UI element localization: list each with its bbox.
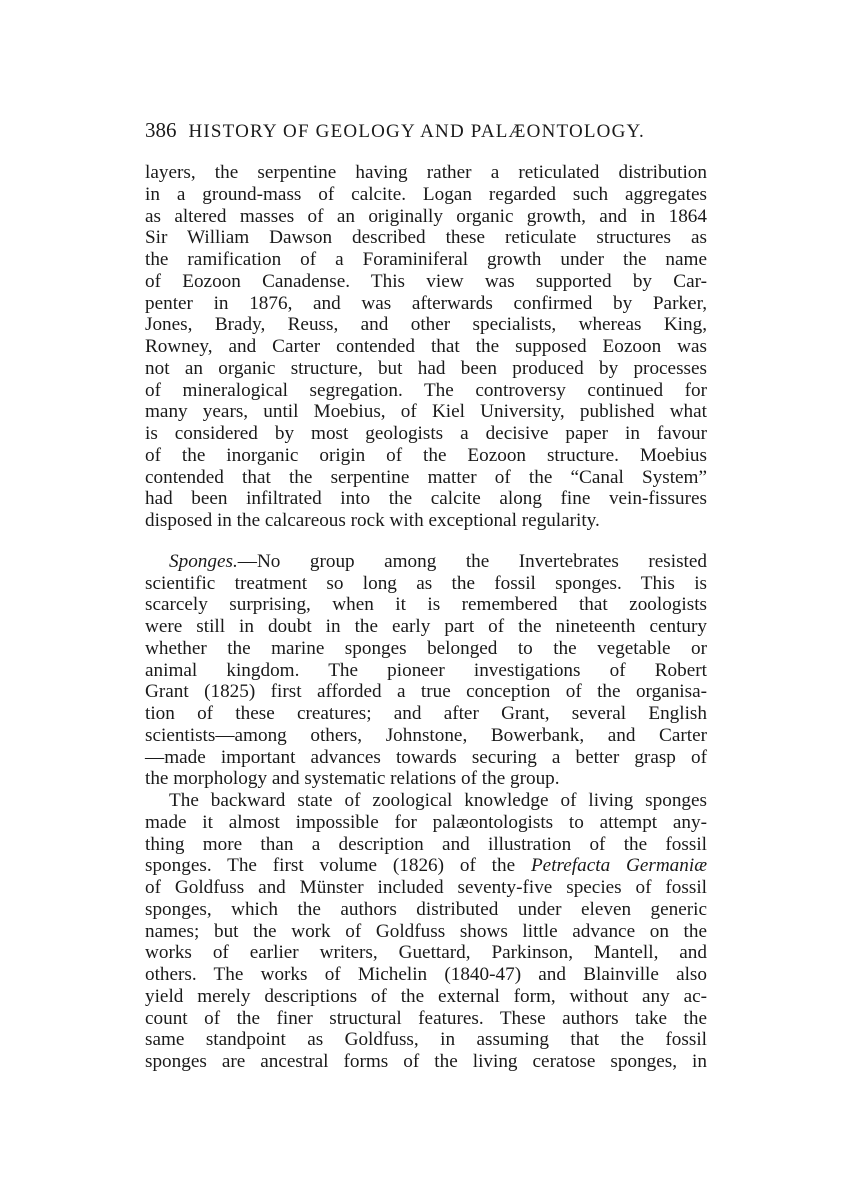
paragraph-eozoon bbox=[145, 162, 707, 532]
text-run: sponges. The first volume (1826) of the bbox=[145, 855, 531, 877]
text-line: animal kingdom. The pioneer investigations of Robert bbox=[145, 659, 707, 681]
text-run: —No group among the Invertebrates resisted bbox=[237, 550, 707, 572]
text-line: sponges, which the authors distributed under eleven generic bbox=[145, 898, 707, 920]
text-line: scarcely surprising, when it is remembered that zoologists bbox=[145, 594, 707, 616]
text-line: sponges are ancestral forms of the living ceratose sponges, in bbox=[145, 1051, 707, 1072]
text-line bbox=[145, 855, 707, 877]
paragraph-sponges bbox=[145, 551, 707, 790]
text-line: as altered masses of an originally organic growth, and in 1864 bbox=[145, 205, 707, 227]
text-line: Rowney, and Carter contended that the supposed Eozoon was bbox=[145, 336, 707, 357]
text-line: scientific treatment so long as the fossil sponges. This is bbox=[145, 572, 707, 594]
text-line: the ramification of a Foraminiferal growth under the name bbox=[145, 249, 707, 270]
text-line: made it almost impossible for palæontologists to attempt any- bbox=[145, 811, 707, 833]
paragraph-backward-state bbox=[145, 790, 707, 1073]
text-line: many years, until Moebius, of Kiel University, published what bbox=[145, 401, 707, 423]
text-line: is considered by most geologists a decisive paper in favour bbox=[145, 423, 707, 444]
book-title: Petrefacta Germaniæ bbox=[530, 855, 707, 877]
text-line: —made important advances towards securing a better grasp of bbox=[145, 746, 707, 768]
text-line: penter in 1876, and was afterwards confirmed by Parker, bbox=[145, 292, 707, 314]
text-line: contended that the serpentine matter of the “Canal System” bbox=[145, 466, 707, 488]
text-line: Jones, Brady, Reuss, and other specialists, whereas King, bbox=[145, 314, 707, 336]
text-line: The backward state of zoological knowledge of living sponges bbox=[169, 790, 707, 811]
text-line: had been infiltrated into the calcite along fine vein-fissures bbox=[145, 488, 707, 510]
page-number: 386 bbox=[145, 118, 177, 142]
paragraph-gap bbox=[145, 532, 707, 551]
text-line: thing more than a description and illustration of the fossil bbox=[145, 833, 707, 855]
text-line: the morphology and systematic relations of the group. bbox=[145, 768, 560, 790]
section-heading: Sponges. bbox=[169, 550, 238, 572]
body-text bbox=[145, 162, 707, 1073]
text-line: layers, the serpentine having rather a reticulated distribution bbox=[145, 162, 707, 183]
text-line: same standpoint as Goldfuss, in assuming that the fossil bbox=[145, 1029, 707, 1051]
text-line: yield merely descriptions of the external form, without any ac- bbox=[145, 985, 707, 1007]
text-line: not an organic structure, but had been produced by processes bbox=[145, 357, 707, 379]
text-line: works of earlier writers, Guettard, Parkinson, Mantell, and bbox=[145, 942, 707, 964]
text-line: others. The works of Michelin (1840-47) and Blainville also bbox=[145, 964, 707, 985]
text-line: disposed in the calcareous rock with exceptional regularity. bbox=[145, 510, 600, 531]
text-line: scientists—among others, Johnstone, Bowerbank, and Carter bbox=[145, 724, 707, 746]
text-line: whether the marine sponges belonged to the vegetable or bbox=[145, 637, 707, 659]
text-line: Sir William Dawson described these reticulate structures as bbox=[145, 227, 707, 249]
text-line: tion of these creatures; and after Grant, several English bbox=[145, 703, 707, 724]
text-line: count of the finer structural features. These authors take the bbox=[145, 1007, 707, 1029]
text-line: were still in doubt in the early part of the nineteenth century bbox=[145, 616, 707, 637]
text-line: of Goldfuss and Münster included seventy-five species of fossil bbox=[145, 877, 707, 898]
text-line bbox=[145, 551, 707, 573]
text-line: Grant (1825) first afforded a true conception of the organisa- bbox=[145, 681, 707, 703]
text-line: of the inorganic origin of the Eozoon structure. Moebius bbox=[145, 444, 707, 466]
running-header bbox=[145, 118, 705, 143]
text-line: of Eozoon Canadense. This view was supported by Car- bbox=[145, 270, 707, 292]
text-line: in a ground-mass of calcite. Logan regarded such aggregates bbox=[145, 183, 707, 205]
text-line: of mineralogical segregation. The controversy continued for bbox=[145, 379, 707, 401]
text-line: names; but the work of Goldfuss shows little advance on the bbox=[145, 920, 707, 942]
running-title: HISTORY OF GEOLOGY AND PALÆONTOLOGY. bbox=[188, 121, 645, 142]
